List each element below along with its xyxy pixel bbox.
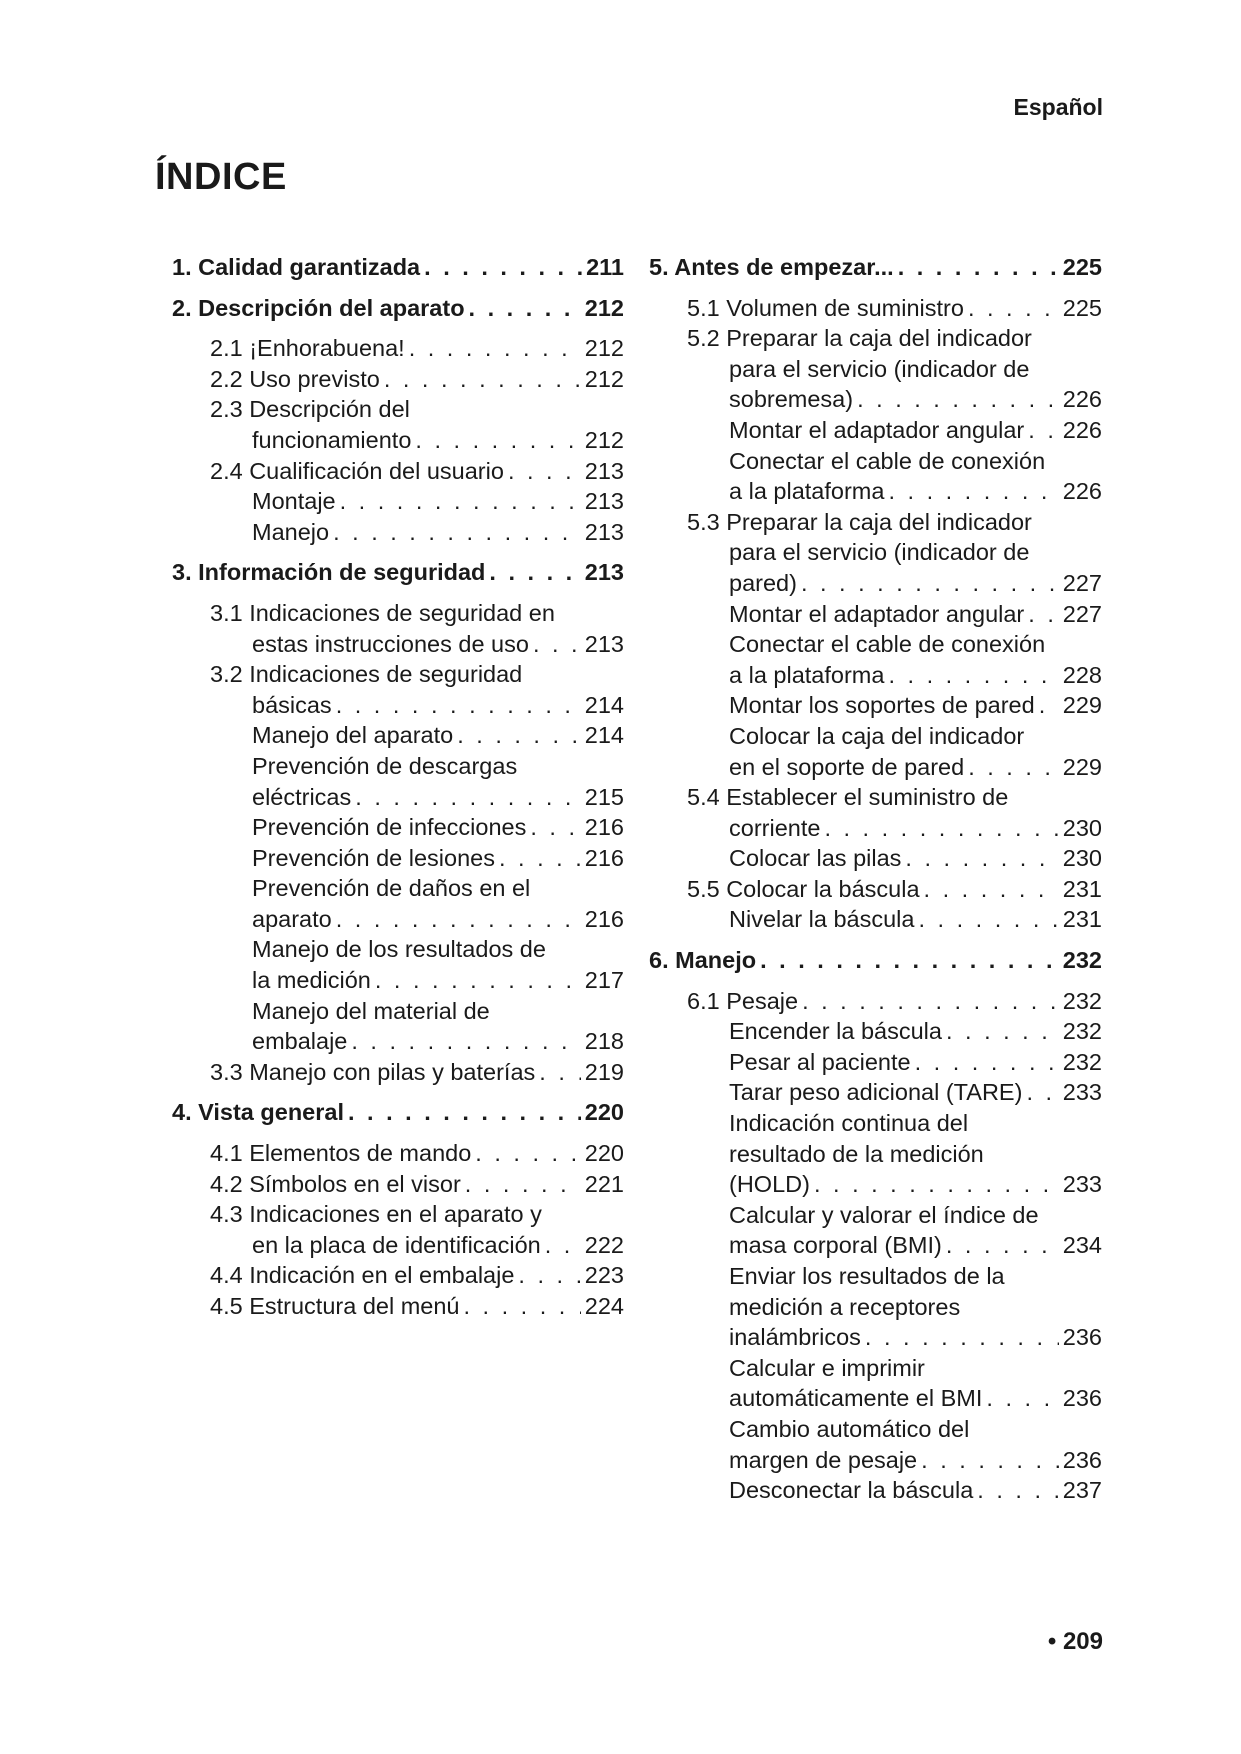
- toc-entry: [649, 323, 1102, 354]
- toc-entry-title: Nivelar la báscula: [729, 906, 915, 933]
- toc-page-number: 237: [1062, 1477, 1102, 1504]
- toc-entry-title: 2.3 Descripción del: [210, 396, 410, 423]
- toc-entry-title: Colocar las pilas: [729, 845, 902, 872]
- toc-entry-title: 5. Antes de empezar...: [649, 254, 894, 280]
- dot-leader: [469, 293, 581, 324]
- dot-leader: [333, 517, 581, 548]
- dot-leader: [336, 904, 581, 935]
- dot-leader: [489, 557, 580, 588]
- page-number: • 209: [1047, 1628, 1103, 1655]
- toc-entry: [649, 1383, 1102, 1414]
- toc-page-number: 226: [1062, 386, 1102, 413]
- toc-section-heading: [649, 945, 1102, 976]
- toc-entry-title: embalaje: [252, 1028, 348, 1055]
- toc-entry-title: corriente: [729, 814, 821, 841]
- toc-entry: [172, 1260, 624, 1291]
- toc-page-number: 225: [1062, 254, 1102, 280]
- toc-entry: [649, 1108, 1102, 1139]
- toc-entry: [649, 986, 1102, 1017]
- toc-entry-title: 4.4 Indicación en el embalaje: [210, 1262, 515, 1289]
- toc-entry: [649, 1322, 1102, 1353]
- dot-leader: [968, 752, 1059, 783]
- toc-entry: [649, 1292, 1102, 1323]
- toc-page-number: 233: [1062, 1079, 1102, 1106]
- toc-page-number: 231: [1062, 906, 1102, 933]
- toc-entry: [172, 720, 624, 751]
- toc-entry: [172, 751, 624, 782]
- toc-entry-title: automáticamente el BMI: [729, 1385, 983, 1412]
- toc-entry: [172, 1026, 624, 1057]
- toc-page-number: 233: [1062, 1171, 1102, 1198]
- toc-entry: [649, 384, 1102, 415]
- toc-entry: [649, 752, 1102, 783]
- dot-leader: [457, 720, 581, 751]
- toc-entry-title: Indicación continua del: [729, 1110, 969, 1137]
- dot-leader: [475, 1138, 581, 1169]
- toc-entry-title: 6.1 Pesaje: [687, 987, 799, 1014]
- toc-page-number: 236: [1062, 1446, 1102, 1473]
- toc-page-number: 224: [584, 1293, 624, 1319]
- toc-entry-title: Conectar el cable de conexión: [729, 631, 1046, 658]
- toc-page-number: 212: [584, 335, 624, 362]
- toc-page-number: 212: [584, 294, 624, 321]
- toc-entry: [172, 965, 624, 996]
- toc-page-number: 228: [1062, 661, 1102, 688]
- toc-page-number: 229: [1062, 753, 1102, 780]
- toc-entry-title: 3.3 Manejo con pilas y baterías: [210, 1058, 536, 1085]
- toc-entry-title: Enviar los resultados de la: [729, 1263, 1005, 1289]
- toc-page-number: 230: [1062, 845, 1102, 872]
- toc-page-number: 216: [584, 814, 624, 841]
- toc-entry-title: Manejo del material de: [252, 997, 490, 1024]
- dot-leader: [499, 843, 581, 874]
- toc-entry: [649, 293, 1102, 324]
- toc-entry: [172, 659, 624, 690]
- dot-leader: [977, 1475, 1059, 1506]
- toc-entry-title: 2.4 Cualificación del usuario: [210, 457, 504, 484]
- dot-leader: [351, 1026, 580, 1057]
- toc-page-number: 212: [584, 365, 624, 392]
- toc-page-number: 213: [584, 518, 624, 545]
- dot-leader: [530, 812, 580, 843]
- toc-entry-title: 1. Calidad garantizada: [172, 254, 421, 280]
- toc-entry-title: pared): [729, 569, 797, 596]
- toc-page-number: 234: [1062, 1232, 1102, 1259]
- dot-leader: [888, 660, 1058, 691]
- toc-entry: [172, 1230, 624, 1261]
- toc-entry-title: 5.4 Establecer el suministro de: [687, 784, 1009, 811]
- dot-leader: [1028, 599, 1059, 630]
- toc-page-number: 226: [1062, 416, 1102, 443]
- toc-entry: [172, 364, 624, 395]
- toc-entry: [172, 873, 624, 904]
- toc-entry-title: 2.1 ¡Enhorabuena!: [210, 335, 405, 362]
- toc-entry: [172, 996, 624, 1027]
- dot-leader: [1026, 1077, 1058, 1108]
- toc-entry: [649, 1475, 1102, 1506]
- toc-entry-title: para el servicio (indicador de: [729, 539, 1030, 566]
- toc-entry-title: medición a receptores: [729, 1293, 961, 1320]
- dot-leader: [888, 476, 1058, 507]
- toc-entry-title: resultado de la medición: [729, 1140, 984, 1167]
- toc-entry-title: Prevención de daños en el: [252, 875, 531, 902]
- dot-leader: [533, 629, 581, 660]
- toc-page-number: 219: [584, 1058, 624, 1085]
- toc-page-number: 232: [1062, 1018, 1102, 1045]
- toc-page-number: 232: [1062, 1048, 1102, 1075]
- toc-entry: [172, 1138, 624, 1169]
- toc-right-column: [649, 252, 1102, 1506]
- toc-entry: [649, 1169, 1102, 1200]
- toc-entry-title: Encender la báscula: [729, 1018, 942, 1045]
- toc-page-number: 232: [1062, 987, 1102, 1014]
- toc-entry-title: masa corporal (BMI): [729, 1232, 942, 1259]
- toc-entry: [172, 456, 624, 487]
- toc-entry: [172, 394, 624, 425]
- toc-entry-title: Prevención de infecciones: [252, 814, 527, 841]
- toc-page-number: 236: [1062, 1324, 1102, 1351]
- toc-left-column: [172, 252, 624, 1322]
- toc-section-heading: [172, 1097, 624, 1128]
- toc-entry-title: 4.5 Estructura del menú: [210, 1293, 460, 1319]
- dot-leader: [336, 690, 581, 721]
- dot-leader: [539, 1057, 581, 1088]
- toc-entry: [172, 1057, 624, 1088]
- toc-entry-title: 3. Información de seguridad: [172, 559, 486, 586]
- toc-entry-title: Montaje: [252, 488, 336, 515]
- dot-leader: [355, 782, 581, 813]
- toc-entry-title: 3.1 Indicaciones de seguridad en: [210, 599, 555, 626]
- toc-page-number: 221: [584, 1170, 624, 1197]
- toc-page-number: 214: [584, 691, 624, 718]
- dot-leader: [375, 965, 581, 996]
- toc-page-number: 213: [584, 630, 624, 657]
- dot-leader: [340, 486, 581, 517]
- dot-leader: [760, 945, 1059, 976]
- toc-entry: [172, 1199, 624, 1230]
- dot-leader: [918, 904, 1058, 935]
- toc-entry: [649, 1200, 1102, 1231]
- toc-entry: [649, 629, 1102, 660]
- toc-entry: [172, 517, 624, 548]
- toc-entry-title: 4.1 Elementos de mando: [210, 1140, 472, 1167]
- toc-page-number: 213: [584, 488, 624, 515]
- toc-entry: [649, 1261, 1102, 1292]
- toc-entry: [649, 874, 1102, 905]
- dot-leader: [802, 986, 1059, 1017]
- dot-leader: [986, 1383, 1058, 1414]
- toc-page-number: 220: [584, 1140, 624, 1167]
- dot-leader: [968, 293, 1059, 324]
- toc-entry: [649, 721, 1102, 752]
- toc-entry: [649, 568, 1102, 599]
- toc-entry-title: estas instrucciones de uso: [252, 630, 529, 657]
- toc-page-number: 225: [1062, 294, 1102, 321]
- toc-page-number: 231: [1062, 875, 1102, 902]
- toc-page-number: 212: [584, 426, 624, 453]
- toc-section-heading: [172, 293, 624, 324]
- toc-section-heading: [649, 252, 1102, 283]
- dot-leader: [898, 252, 1059, 283]
- toc-entry-title: Manejo: [252, 518, 330, 545]
- toc-page-number: 213: [584, 457, 624, 484]
- toc-entry: [649, 476, 1102, 507]
- toc-entry-title: inalámbricos: [729, 1324, 861, 1351]
- toc-page-number: 227: [1062, 569, 1102, 596]
- toc-entry-title: Desconectar la báscula: [729, 1477, 974, 1504]
- toc-section-heading: [172, 252, 624, 283]
- toc-entry: [649, 1139, 1102, 1170]
- toc-entry: [649, 1077, 1102, 1108]
- dot-leader: [905, 843, 1058, 874]
- toc-entry: [172, 1291, 624, 1322]
- toc-entry-title: en la placa de identificación: [252, 1231, 541, 1258]
- dot-leader: [924, 874, 1059, 905]
- toc-entry-title: Conectar el cable de conexión: [729, 447, 1046, 474]
- toc-page-number: 236: [1062, 1385, 1102, 1412]
- toc-entry: [172, 1169, 624, 1200]
- toc-entry: [172, 843, 624, 874]
- toc-entry: [649, 415, 1102, 446]
- dot-leader: [824, 813, 1058, 844]
- toc-entry: [172, 333, 624, 364]
- toc-page-number: 230: [1062, 814, 1102, 841]
- dot-leader: [946, 1230, 1059, 1261]
- toc-entry-title: 5.3 Preparar la caja del indicador: [687, 508, 1032, 535]
- dot-leader: [801, 568, 1059, 599]
- toc-entry-title: 6. Manejo: [649, 947, 757, 974]
- toc-entry-title: Montar el adaptador angular: [729, 416, 1025, 443]
- toc-entry-title: Prevención de descargas: [252, 752, 518, 779]
- toc-entry-title: Tarar peso adicional (TARE): [729, 1079, 1023, 1106]
- toc-entry: [172, 904, 624, 935]
- toc-page-number: 223: [584, 1262, 624, 1289]
- dot-leader: [348, 1097, 581, 1128]
- toc-entry-title: 2. Descripción del aparato: [172, 294, 465, 321]
- toc-entry: [649, 1445, 1102, 1476]
- toc-page-number: 220: [584, 1099, 624, 1126]
- toc-entry-title: 3.2 Indicaciones de seguridad: [210, 661, 523, 688]
- toc-entry-title: 4.2 Símbolos en el visor: [210, 1170, 461, 1197]
- toc-page-number: 211: [586, 254, 624, 280]
- toc-entry-title: margen de pesaje: [729, 1446, 918, 1473]
- toc-entry-title: Montar el adaptador angular: [729, 600, 1025, 627]
- toc-entry-title: a la plataforma: [729, 661, 885, 688]
- toc-page-number: 213: [584, 559, 624, 586]
- toc-entry-title: sobremesa): [729, 386, 854, 413]
- toc-entry: [172, 629, 624, 660]
- toc-entry: [649, 1047, 1102, 1078]
- dot-leader: [1039, 690, 1059, 721]
- toc-entry-title: eléctricas: [252, 783, 352, 810]
- toc-page-number: 232: [1062, 947, 1102, 974]
- toc-entry: [649, 1414, 1102, 1445]
- toc-entry-title: 4. Vista general: [172, 1099, 344, 1126]
- toc-page-number: 217: [584, 967, 624, 994]
- toc-page-number: 216: [584, 905, 624, 932]
- toc-entry: [649, 690, 1102, 721]
- toc-section-heading: [172, 557, 624, 588]
- toc-page-number: 229: [1062, 692, 1102, 719]
- toc-entry: [649, 599, 1102, 630]
- dot-leader: [857, 384, 1059, 415]
- toc-entry: [172, 690, 624, 721]
- toc-entry: [649, 660, 1102, 691]
- toc-page-number: 227: [1062, 600, 1102, 627]
- toc-entry: [172, 934, 624, 965]
- toc-entry-title: funcionamiento: [252, 426, 412, 453]
- language-label: Español: [1013, 94, 1103, 120]
- toc-entry: [649, 537, 1102, 568]
- dot-leader: [409, 333, 581, 364]
- toc-entry-title: 5.5 Colocar la báscula: [687, 875, 920, 902]
- dot-leader: [1028, 415, 1059, 446]
- toc-entry: [649, 354, 1102, 385]
- toc-entry-title: Montar los soportes de pared: [729, 692, 1035, 719]
- dot-leader: [424, 252, 582, 283]
- toc-entry: [172, 486, 624, 517]
- dot-leader: [865, 1322, 1059, 1353]
- toc-entry: [172, 425, 624, 456]
- toc-entry: [649, 1016, 1102, 1047]
- toc-entry-title: 5.2 Preparar la caja del indicador: [687, 325, 1032, 352]
- toc-entry: [649, 507, 1102, 538]
- toc-page-number: 214: [584, 722, 624, 749]
- toc-page-number: 215: [584, 783, 624, 810]
- toc-page-number: 218: [584, 1028, 624, 1055]
- toc-entry: [649, 1353, 1102, 1384]
- toc-entry: [649, 1230, 1102, 1261]
- toc-entry-title: Prevención de lesiones: [252, 844, 495, 871]
- toc-entry: [172, 782, 624, 813]
- toc-entry-title: Cambio automático del: [729, 1415, 970, 1442]
- toc-entry-title: 4.3 Indicaciones en el aparato y: [210, 1201, 542, 1228]
- dot-leader: [915, 1047, 1059, 1078]
- toc-entry: [649, 446, 1102, 477]
- dot-leader: [415, 425, 580, 456]
- toc-page-number: 222: [584, 1231, 624, 1258]
- toc-entry: [172, 598, 624, 629]
- toc-entry-title: aparato: [252, 905, 332, 932]
- page-title: ÍNDICE: [155, 156, 287, 198]
- dot-leader: [921, 1445, 1059, 1476]
- dot-leader: [464, 1291, 581, 1322]
- toc-entry-title: Colocar la caja del indicador: [729, 722, 1025, 749]
- toc-entry-title: (HOLD): [729, 1171, 810, 1198]
- toc-entry-title: Manejo de los resultados de: [252, 936, 546, 963]
- toc-entry-title: Manejo del aparato: [252, 722, 454, 749]
- dot-leader: [545, 1230, 581, 1261]
- toc-entry-title: en el soporte de pared: [729, 753, 965, 780]
- toc-entry-title: a la plataforma: [729, 478, 885, 505]
- toc-entry: [649, 782, 1102, 813]
- toc-entry-title: 5.1 Volumen de suministro: [687, 294, 964, 321]
- toc-entry: [649, 843, 1102, 874]
- toc-entry-title: básicas: [252, 691, 332, 718]
- dot-leader: [814, 1169, 1059, 1200]
- toc-entry-title: Pesar al paciente: [729, 1048, 911, 1075]
- toc-page-number: 226: [1062, 478, 1102, 505]
- dot-leader: [465, 1169, 581, 1200]
- dot-leader: [508, 456, 581, 487]
- toc-entry-title: para el servicio (indicador de: [729, 355, 1030, 382]
- dot-leader: [384, 364, 581, 395]
- toc-entry-title: Calcular e imprimir: [729, 1354, 925, 1381]
- toc-entry-title: Calcular y valorar el índice de: [729, 1201, 1039, 1228]
- dot-leader: [946, 1016, 1059, 1047]
- toc-entry-title: 2.2 Uso previsto: [210, 365, 380, 392]
- toc-entry: [649, 813, 1102, 844]
- toc-page-number: 216: [584, 844, 624, 871]
- toc-entry-title: la medición: [252, 967, 371, 994]
- toc-entry: [172, 812, 624, 843]
- toc-entry: [649, 904, 1102, 935]
- dot-leader: [518, 1260, 580, 1291]
